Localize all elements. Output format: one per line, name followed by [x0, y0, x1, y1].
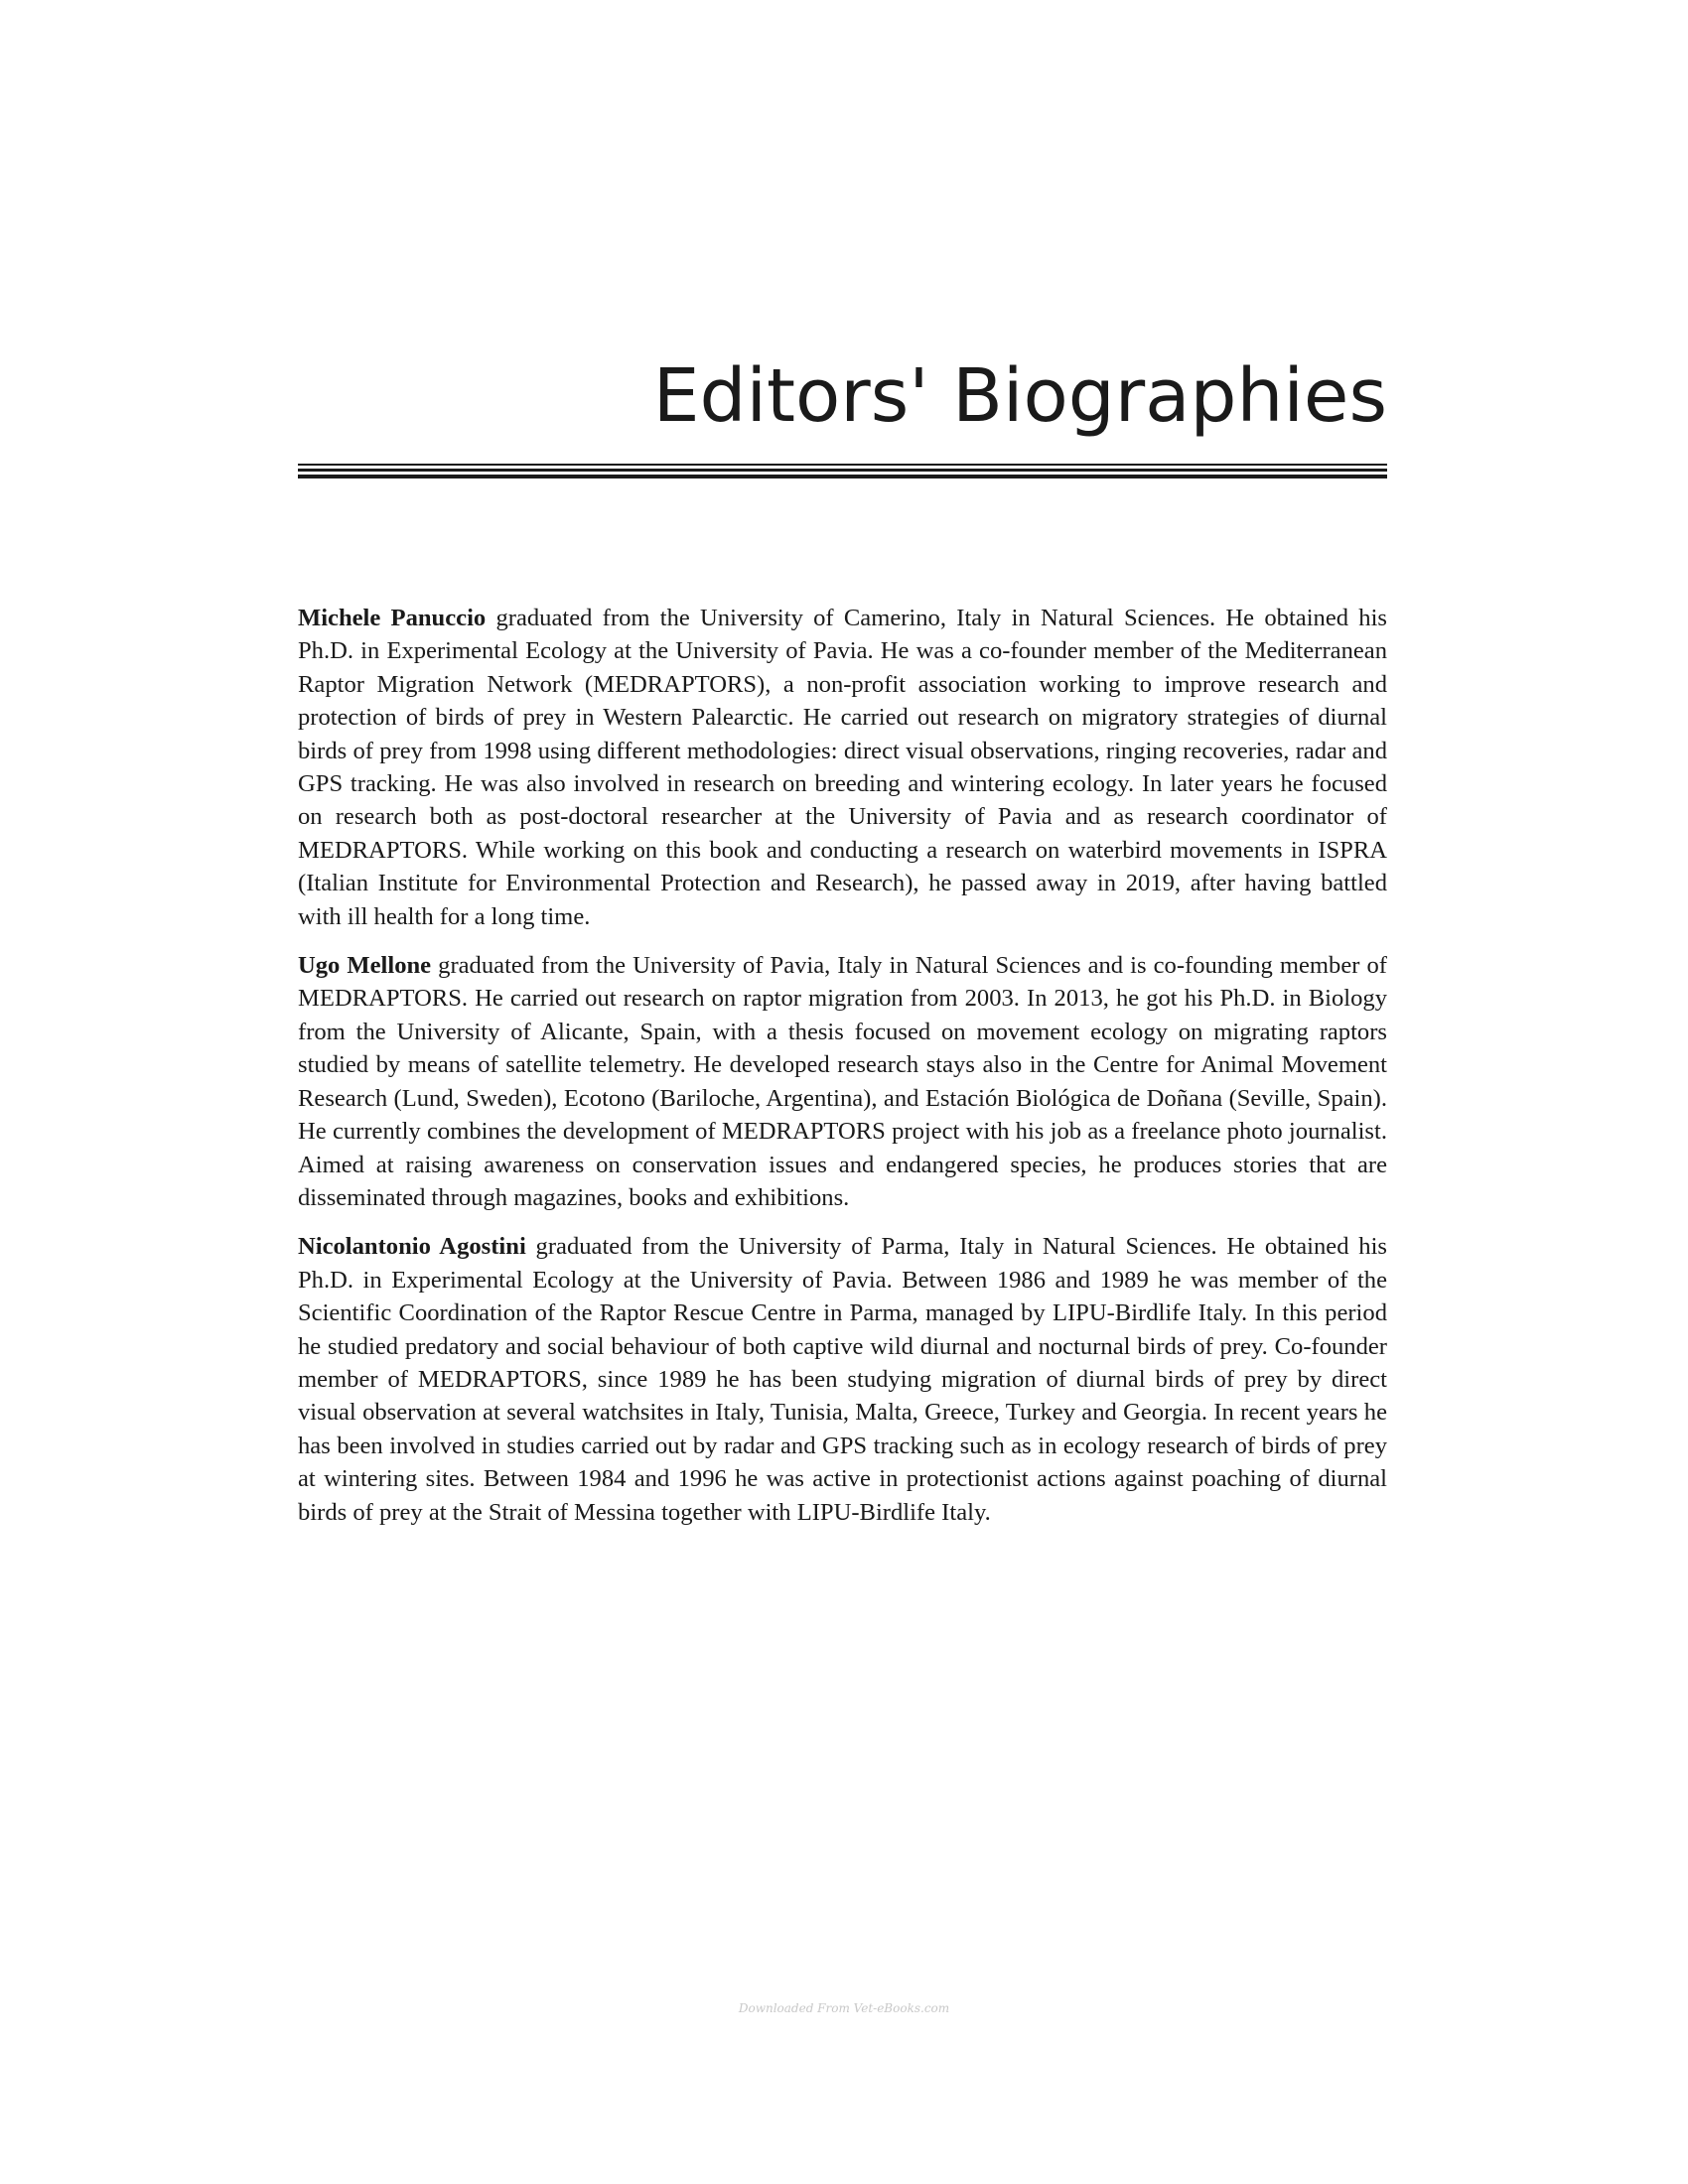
bio-text: graduated from the University of Camerino, Italy in Natural Sciences. He obtained his Ph.D. in Experimental Ecology at the University of Pavia. He was a co-founder member of the Mediterranean Raptor Migration Network (MEDRAPTORS), a non-profit association working to improve research and protection of birds of prey in Western Palearctic. He carried out research on migratory strategies of diurnal birds of prey from 1998 using different methodologies: direct visual observations, ringing recoveries, radar and GPS tracking. He was also involved in research on breeding and wintering ecology. In later years he focused on research both as post-doctoral researcher at the University of Pavia and as research coordinator of MEDRAPTORS. While working on this book and conducting a research on waterbird movements in ISPRA (Italian Institute for Environmental Protection and Research), he passed away in 2019, after having battled with ill health for a long time. [298, 605, 1388, 930]
page-title: Editors' Biographies [652, 353, 1387, 439]
bio-section [298, 602, 1387, 1545]
bio-ugo-mellone [298, 949, 1387, 1214]
rule-line-thick [298, 475, 1387, 478]
bio-text: graduated from the University of Pavia, Italy in Natural Sciences and is co-founding member of MEDRAPTORS. He carried out research on raptor migration from 2003. In 2013, he got his Ph.D. in Biology from the University of Alicante, Spain, with a thesis focused on movement ecology on migrating raptors studied by means of satellite telemetry. He developed research stays also in the Centre for Animal Movement Research (Lund, Sweden), Ecotono (Bariloche, Argentina), and Estación Biológica de Doñana (Seville, Spain). He currently combines the development of MEDRAPTORS project with his job as a freelance photo journalist. Aimed at raising awareness on conservation issues and endangered species, he produces stories that are disseminated through magazines, books and exhibitions. [298, 952, 1387, 1211]
bio-nicolantonio-agostini [298, 1230, 1387, 1529]
bio-name: Ugo Mellone [298, 952, 432, 980]
download-watermark: Downloaded From Vet-eBooks.com [738, 2001, 950, 2015]
bio-text: graduated from the University of Parma, Italy in Natural Sciences. He obtained his Ph.D. in Experimental Ecology at the University of Pavia. Between 1986 and 1989 he was member of the Scientific Coordination of the Raptor Rescue Centre in Parma, managed by LIPU-Birdlife Italy. In this period he studied predatory and social behaviour of both captive wild diurnal and nocturnal birds of prey. Co-founder member of MEDRAPTORS, since 1989 he has been studying migration of diurnal birds of prey by direct visual observation at several watchsites in Italy, Tunisia, Malta, Greece, Turkey and Georgia. In recent years he has been involved in studies carried out by radar and GPS tracking such as in ecology research of birds of prey at wintering sites. Between 1984 and 1996 he was active in protectionist actions against poaching of diurnal birds of prey at the Strait of Messina together with LIPU-Birdlife Italy. [298, 1233, 1387, 1526]
bio-name: Michele Panuccio [298, 605, 487, 631]
rule-line-medium [298, 469, 1387, 472]
rule-line-thin [298, 464, 1387, 466]
title-rule [298, 464, 1387, 480]
bio-michele-panuccio [298, 602, 1387, 933]
bio-name: Nicolantonio Agostini [298, 1233, 526, 1261]
